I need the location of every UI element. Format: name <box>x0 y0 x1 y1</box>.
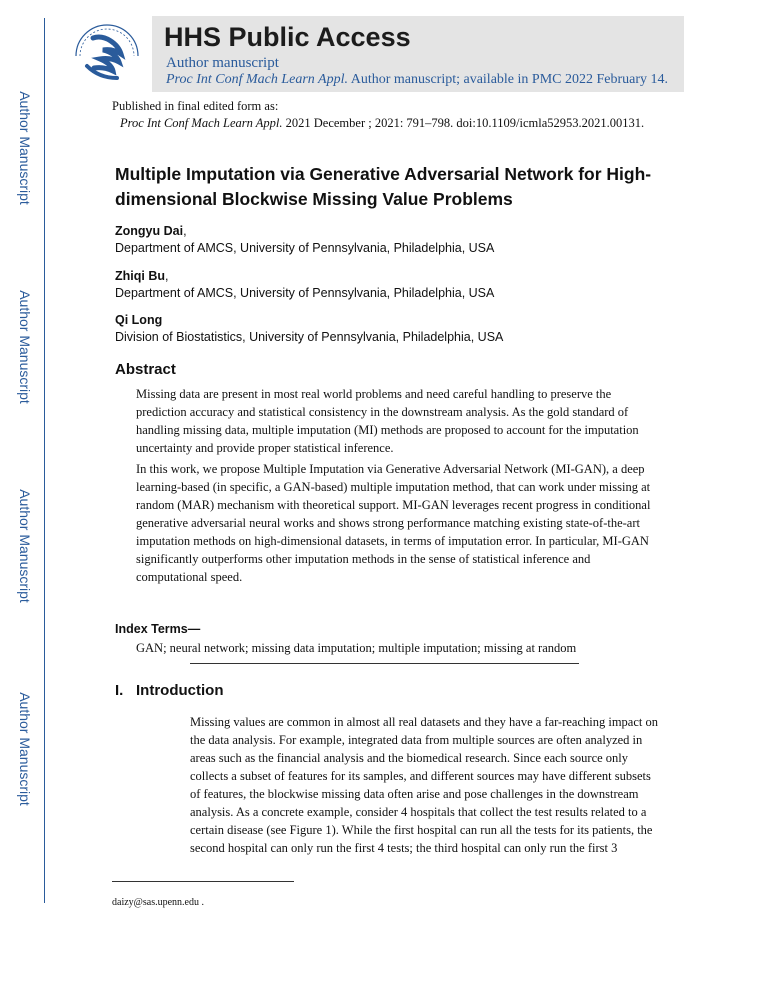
abstract-paragraph-2: In this work, we propose Multiple Imputation via Generative Adversarial Network (MI-GAN), a deep learning-based (in specific, a GAN-based) multiple imputation method, that can work under missing at random (MAR) mechanism with theoretical support. MI-GAN leverages recent progress in conditional generative adversarial neural works and shows strong performance matching existing state-of-the-art imputation methods on high-dimensional datasets, in terms of imputation error. In particular, MI-GAN significantly outperforms other imputation methods in the sense of statistical inference and computational speed. <box>136 462 651 584</box>
author-block: Zhiqi Bu, Department of AMCS, University of Pennsylvania, Philadelphia, USA <box>115 269 495 300</box>
hhs-title: HHS Public Access <box>164 22 411 52</box>
author-block <box>115 312 503 346</box>
author-manuscript-label-1: Author Manuscript <box>17 91 34 205</box>
author-affiliation: Department of AMCS, University of Pennsylvania, Philadelphia, USA <box>115 286 495 300</box>
author-block: Zongyu Dai, Department of AMCS, University of Pennsylvania, Philadelphia, USA <box>115 224 495 255</box>
journal-availability-line <box>166 72 668 88</box>
author-manuscript-label-2: Author Manuscript <box>17 290 34 404</box>
author-manuscript-label-3: Author Manuscript <box>17 489 34 603</box>
published-info <box>112 98 644 132</box>
footnote-email: daizy@sas.upenn.edu . <box>112 897 204 908</box>
author-affiliation: Division of Biostatistics, University of Pennsylvania, Philadelphia, USA <box>115 330 504 344</box>
author-affiliation: Department of AMCS, University of Pennsylvania, Philadelphia, USA <box>115 241 495 255</box>
section-number: I. <box>115 682 124 699</box>
published-citation-line <box>112 115 644 132</box>
introduction-heading: Introduction <box>136 682 224 699</box>
header-banner <box>152 16 684 92</box>
hhs-eagle-seal-icon <box>63 16 151 92</box>
author-name: Qi Long <box>115 313 163 327</box>
paper-title: Multiple Imputation via Generative Adversarial Network for High-dimensional Blockwise Missing Value Problems <box>115 164 652 209</box>
published-label: Published in final edited form as: <box>112 99 279 113</box>
journal-name: Proc Int Conf Mach Learn Appl. <box>166 72 348 87</box>
published-journal: Proc Int Conf Mach Learn Appl. <box>120 116 283 130</box>
availability-text: Author manuscript; available in PMC 2022 February 14. <box>350 72 669 87</box>
footnote-rule <box>112 881 294 882</box>
published-citation: 2021 December ; 2021: 791–798. doi:10.1109/icmla52953.2021.00131. <box>285 116 645 130</box>
index-terms-heading: Index Terms— <box>115 622 201 636</box>
abstract-paragraph-1: Missing data are present in most real world problems and need careful handling to preserve the prediction accuracy and statistical consistency in the downstream analysis. As the gold standard of handling missing data, multiple imputation (MI) methods are proposed to account for the imputation uncertainty and provide proper statistical inference. <box>136 387 639 455</box>
introduction-paragraph: Missing values are common in almost all real datasets and they have a far-reaching impact on the data analysis. For example, integrated data from multiple sources are often analyzed in areas such as the financial analysis and the biomedical research. Since each source only collects a subset of features for its samples, and different sources may have different subsets of features, the blockwise missing data often arise and pose challenges in the downstream analysis. As a concrete example, consider 4 hospitals that collect the test results related to a certain disease (see Figure 1). While the first hospital can run all the tests for its patients, the second hospital can only run the first 4 tests; the third hospital can only run the first 3 <box>190 715 658 855</box>
author-name: Zongyu Dai <box>115 224 184 238</box>
author-name: Zhiqi Bu <box>115 269 165 283</box>
abstract-heading: Abstract <box>115 361 176 378</box>
section-divider <box>190 663 579 664</box>
index-terms-text: GAN; neural network; missing data imputation; multiple imputation; missing at random <box>136 641 577 655</box>
author-manuscript-label-4: Author Manuscript <box>17 692 34 806</box>
margin-rule <box>44 18 45 903</box>
author-manuscript-subtitle: Author manuscript <box>166 55 279 71</box>
